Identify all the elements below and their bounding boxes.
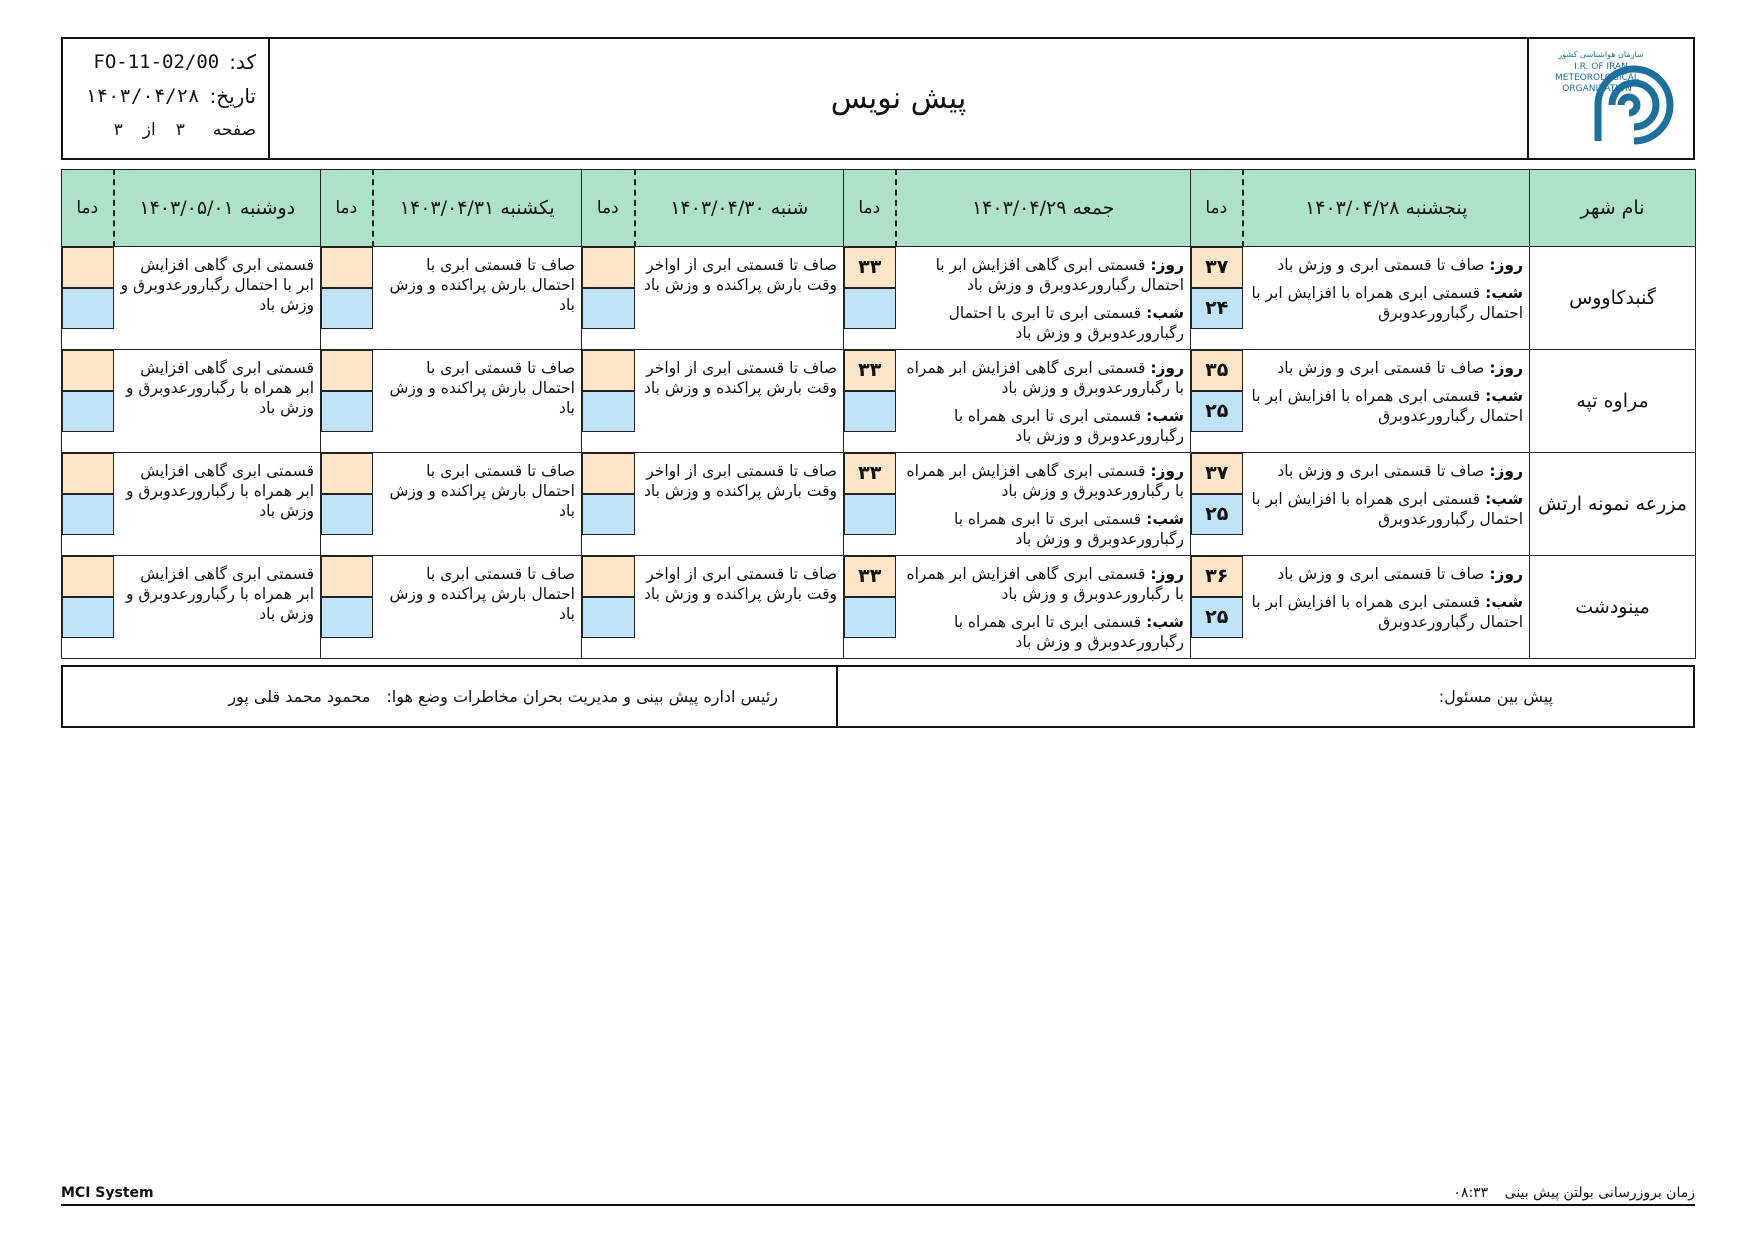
forecast-day-2 — [896, 247, 1191, 350]
min-temperature — [582, 597, 635, 638]
temperature-cell-5 — [62, 350, 114, 453]
min-temperature — [62, 391, 114, 432]
forecast-day-4 — [373, 350, 582, 453]
day-forecast — [902, 358, 1185, 398]
city-name: مزرعه نمونه ارتش — [1530, 453, 1696, 556]
forecast-day-2 — [896, 350, 1191, 453]
forecast-text: صاف تا قسمتی ابری از اواخر وقت بارش پراکنده و وزش باد — [644, 462, 837, 500]
night-label: شب: — [1146, 407, 1184, 425]
logo-line-2: METEOROLOGICAL — [1555, 72, 1639, 83]
day-text: صاف تا قسمتی ابری و وزش باد — [1277, 256, 1485, 274]
min-temperature — [844, 288, 896, 329]
day-text: قسمتی ابری گاهی افزایش ابر همراه با رگبارورعدوبرق و وزش باد — [906, 565, 1184, 603]
night-text: قسمتی ابری همراه با افزایش ابر با احتمال رگبارورعدوبرق — [1251, 284, 1523, 322]
forecast-day-3 — [635, 556, 844, 659]
day-header-5: دوشنبه ۱۴۰۳/۰۵/۰۱ — [114, 170, 321, 247]
logo-line-3: ORGANIZATION — [1562, 83, 1632, 94]
temperature-cell-5 — [62, 556, 114, 659]
max-temperature — [62, 453, 114, 494]
night-label: شب: — [1146, 304, 1184, 322]
meteorological-organization-logo — [1541, 43, 1681, 155]
day-header-3: شنبه ۱۴۰۳/۰۴/۳۰ — [635, 170, 844, 247]
min-temperature — [62, 494, 114, 535]
day-text: صاف تا قسمتی ابری و وزش باد — [1277, 462, 1485, 480]
temperature-cell-3 — [582, 556, 635, 659]
day-forecast — [1249, 255, 1524, 275]
min-temperature — [844, 494, 896, 535]
max-temperature: ۳۶ — [1191, 556, 1243, 597]
day-forecast — [1249, 564, 1524, 584]
table-row — [62, 453, 1696, 556]
forecast-day-4 — [373, 556, 582, 659]
day-header-4: یکشنبه ۱۴۰۳/۰۴/۳۱ — [373, 170, 582, 247]
max-temperature — [321, 556, 373, 597]
date-label: تاریخ: — [209, 84, 256, 108]
table-header-row — [62, 170, 1696, 247]
temperature-cell-4 — [321, 350, 373, 453]
temperature-cell-1 — [1191, 453, 1243, 556]
day-forecast — [902, 564, 1185, 604]
night-forecast — [1249, 283, 1524, 323]
night-forecast — [902, 303, 1185, 343]
forecast-day-5 — [114, 453, 321, 556]
night-text: قسمتی ابری همراه با افزایش ابر با احتمال رگبارورعدوبرق — [1251, 387, 1523, 425]
temperature-cell-2 — [844, 247, 896, 350]
night-forecast — [902, 509, 1185, 549]
max-temperature — [582, 247, 635, 288]
forecast-day-1 — [1243, 453, 1530, 556]
night-text: قسمتی ابری همراه با افزایش ابر با احتمال رگبارورعدوبرق — [1251, 490, 1523, 528]
footer-update-time — [1453, 1185, 1695, 1201]
forecast-text: قسمتی ابری گاهی افزایش ابر با احتمال رگبارورعدوبرق و وزش باد — [120, 256, 314, 314]
min-temperature: ۲۴ — [1191, 288, 1243, 329]
day-text: صاف تا قسمتی ابری و وزش باد — [1277, 565, 1485, 583]
temperature-cell-3 — [582, 350, 635, 453]
forecast-day-2 — [896, 453, 1191, 556]
max-temperature: ۳۵ — [1191, 350, 1243, 391]
max-temperature — [321, 350, 373, 391]
forecast-day-1 — [1243, 556, 1530, 659]
forecast-text: قسمتی ابری گاهی افزایش ابر همراه با رگبارورعدوبرق و وزش باد — [126, 565, 314, 623]
forecast-text: صاف تا قسمتی ابری با احتمال بارش پراکنده و وزش باد — [389, 359, 575, 417]
max-temperature — [62, 350, 114, 391]
temp-header-5: دما — [62, 170, 114, 247]
max-temperature — [582, 556, 635, 597]
forecast-day-4 — [373, 247, 582, 350]
temperature-cell-1 — [1191, 350, 1243, 453]
day-label: روز: — [1489, 565, 1523, 583]
city-name: گنبدکاووس — [1530, 247, 1696, 350]
night-forecast — [1249, 592, 1524, 632]
min-temperature: ۲۵ — [1191, 597, 1243, 638]
table-row — [62, 556, 1696, 659]
forecast-day-5 — [114, 556, 321, 659]
max-temperature — [62, 247, 114, 288]
page-current: ۳ — [175, 120, 185, 140]
table-row — [62, 247, 1696, 350]
forecast-text: قسمتی ابری گاهی افزایش ابر همراه با رگبارورعدوبرق و وزش باد — [126, 359, 314, 417]
night-forecast — [1249, 489, 1524, 529]
forecast-day-5 — [114, 350, 321, 453]
forecaster-cell — [836, 667, 1693, 726]
temperature-cell-3 — [582, 247, 635, 350]
temperature-cell-5 — [62, 453, 114, 556]
night-label: شب: — [1146, 613, 1184, 631]
forecast-day-4 — [373, 453, 582, 556]
max-temperature: ۳۷ — [1191, 247, 1243, 288]
page-title: پیش نویس — [830, 81, 967, 116]
night-label: شب: — [1485, 387, 1523, 405]
chief-name: محمود محمد قلی پور — [228, 687, 371, 706]
day-text: صاف تا قسمتی ابری و وزش باد — [1277, 359, 1485, 377]
temperature-cell-4 — [321, 556, 373, 659]
city-name: مینودشت — [1530, 556, 1696, 659]
forecast-day-5 — [114, 247, 321, 350]
max-temperature: ۳۷ — [1191, 453, 1243, 494]
max-temperature: ۳۳ — [844, 350, 896, 391]
page-total: ۳ — [113, 120, 123, 140]
day-text: قسمتی ابری گاهی افزایش ابر همراه با رگبارورعدوبرق و وزش باد — [906, 462, 1184, 500]
city-name: مراوه تپه — [1530, 350, 1696, 453]
day-label: روز: — [1489, 359, 1523, 377]
night-forecast — [902, 406, 1185, 446]
chief-label: رئیس اداره پیش بینی و مدیریت بحران مخاطرات وضع هوا: — [386, 687, 778, 706]
page-of: از — [142, 120, 156, 140]
forecaster-label: پیش بین مسئول: — [1438, 687, 1553, 706]
temp-header-3: دما — [582, 170, 635, 247]
day-text: قسمتی ابری گاهی افزایش ابر همراه با رگبارورعدوبرق و وزش باد — [906, 359, 1184, 397]
day-label: روز: — [1150, 462, 1184, 480]
night-text: قسمتی ابری تا ابری همراه با رگبارورعدوبرق و وزش باد — [953, 407, 1184, 445]
temp-header-2: دما — [844, 170, 896, 247]
forecast-text: صاف تا قسمتی ابری از اواخر وقت بارش پراکنده و وزش باد — [644, 565, 837, 603]
night-text: قسمتی ابری تا ابری همراه با رگبارورعدوبرق و وزش باد — [953, 613, 1184, 651]
night-label: شب: — [1485, 490, 1523, 508]
temperature-cell-4 — [321, 453, 373, 556]
day-forecast — [902, 461, 1185, 501]
min-temperature — [582, 288, 635, 329]
temperature-cell-2 — [844, 453, 896, 556]
day-forecast — [1249, 358, 1524, 378]
night-text: قسمتی ابری تا ابری با احتمال رگبارورعدوبرق و وزش باد — [948, 304, 1184, 342]
night-text: قسمتی ابری تا ابری همراه با رگبارورعدوبرق و وزش باد — [953, 510, 1184, 548]
night-label: شب: — [1146, 510, 1184, 528]
page-row — [73, 113, 256, 147]
chief-cell — [63, 667, 836, 726]
date-value: ۱۴۰۳/۰۴/۲۸ — [85, 85, 200, 107]
night-text: قسمتی ابری همراه با افزایش ابر با احتمال رگبارورعدوبرق — [1251, 593, 1523, 631]
min-temperature — [582, 391, 635, 432]
day-forecast — [1249, 461, 1524, 481]
temperature-cell-1 — [1191, 247, 1243, 350]
footer-update-value: ۰۸:۳۳ — [1453, 1185, 1489, 1201]
min-temperature — [321, 391, 373, 432]
logo-line-1: I.R. OF IRAN — [1574, 61, 1628, 72]
min-temperature: ۲۵ — [1191, 494, 1243, 535]
temp-header-4: دما — [321, 170, 373, 247]
document-header — [61, 37, 1695, 160]
forecast-day-3 — [635, 350, 844, 453]
day-header-2: جمعه ۱۴۰۳/۰۴/۲۹ — [896, 170, 1191, 247]
day-header-1: پنجشنبه ۱۴۰۳/۰۴/۲۸ — [1243, 170, 1530, 247]
min-temperature — [844, 391, 896, 432]
footer-system-name: MCI System — [61, 1185, 154, 1201]
temperature-cell-3 — [582, 453, 635, 556]
temperature-cell-1 — [1191, 556, 1243, 659]
logo-org-fa: سازمان هواشناسی کشور — [1558, 49, 1644, 59]
forecast-text: قسمتی ابری گاهی افزایش ابر همراه با رگبارورعدوبرق و وزش باد — [126, 462, 314, 520]
day-label: روز: — [1150, 256, 1184, 274]
forecast-day-3 — [635, 453, 844, 556]
temperature-cell-5 — [62, 247, 114, 350]
temperature-cell-4 — [321, 247, 373, 350]
day-label: روز: — [1150, 359, 1184, 377]
forecast-text: صاف تا قسمتی ابری با احتمال بارش پراکنده و وزش باد — [389, 565, 575, 623]
min-temperature — [62, 597, 114, 638]
max-temperature — [582, 350, 635, 391]
day-label: روز: — [1150, 565, 1184, 583]
date-row — [73, 79, 256, 113]
min-temperature: ۲۵ — [1191, 391, 1243, 432]
night-label: شب: — [1485, 593, 1523, 611]
forecast-text: صاف تا قسمتی ابری با احتمال بارش پراکنده و وزش باد — [389, 462, 575, 520]
temperature-cell-2 — [844, 350, 896, 453]
forecast-text: صاف تا قسمتی ابری از اواخر وقت بارش پراکنده و وزش باد — [644, 256, 837, 294]
forecast-day-3 — [635, 247, 844, 350]
table-row — [62, 350, 1696, 453]
forecast-text: صاف تا قسمتی ابری با احتمال بارش پراکنده و وزش باد — [389, 256, 575, 314]
min-temperature — [321, 597, 373, 638]
night-label: شب: — [1485, 284, 1523, 302]
max-temperature — [321, 453, 373, 494]
forecast-table — [61, 169, 1696, 659]
max-temperature: ۳۳ — [844, 247, 896, 288]
day-label: روز: — [1489, 462, 1523, 480]
signature-block — [61, 665, 1695, 728]
day-forecast — [902, 255, 1185, 295]
max-temperature: ۳۳ — [844, 453, 896, 494]
city-column-header: نام شهر — [1530, 170, 1696, 247]
day-label: روز: — [1489, 256, 1523, 274]
min-temperature — [582, 494, 635, 535]
max-temperature — [321, 247, 373, 288]
day-text: قسمتی ابری گاهی افزایش ابر با احتمال رگبارورعدوبرق و وزش باد — [935, 256, 1184, 294]
max-temperature — [62, 556, 114, 597]
forecast-day-2 — [896, 556, 1191, 659]
forecast-day-1 — [1243, 350, 1530, 453]
code-label: کد: — [229, 50, 256, 74]
document-meta — [63, 39, 270, 158]
night-forecast — [902, 612, 1185, 652]
max-temperature — [582, 453, 635, 494]
code-value: FO-11-02/00 — [93, 51, 220, 73]
min-temperature — [844, 597, 896, 638]
logo-cell — [1527, 39, 1693, 158]
night-forecast — [1249, 386, 1524, 426]
forecast-text: صاف تا قسمتی ابری از اواخر وقت بارش پراکنده و وزش باد — [644, 359, 837, 397]
min-temperature — [62, 288, 114, 329]
temperature-cell-2 — [844, 556, 896, 659]
footer-update-label: زمان بروزرسانی بولتن پیش بینی — [1504, 1185, 1695, 1201]
page-footer — [61, 1180, 1695, 1206]
page-label: صفحه — [212, 120, 256, 140]
temp-header-1: دما — [1191, 170, 1243, 247]
min-temperature — [321, 288, 373, 329]
forecast-day-1 — [1243, 247, 1530, 350]
max-temperature: ۳۳ — [844, 556, 896, 597]
min-temperature — [321, 494, 373, 535]
code-row — [73, 45, 256, 79]
